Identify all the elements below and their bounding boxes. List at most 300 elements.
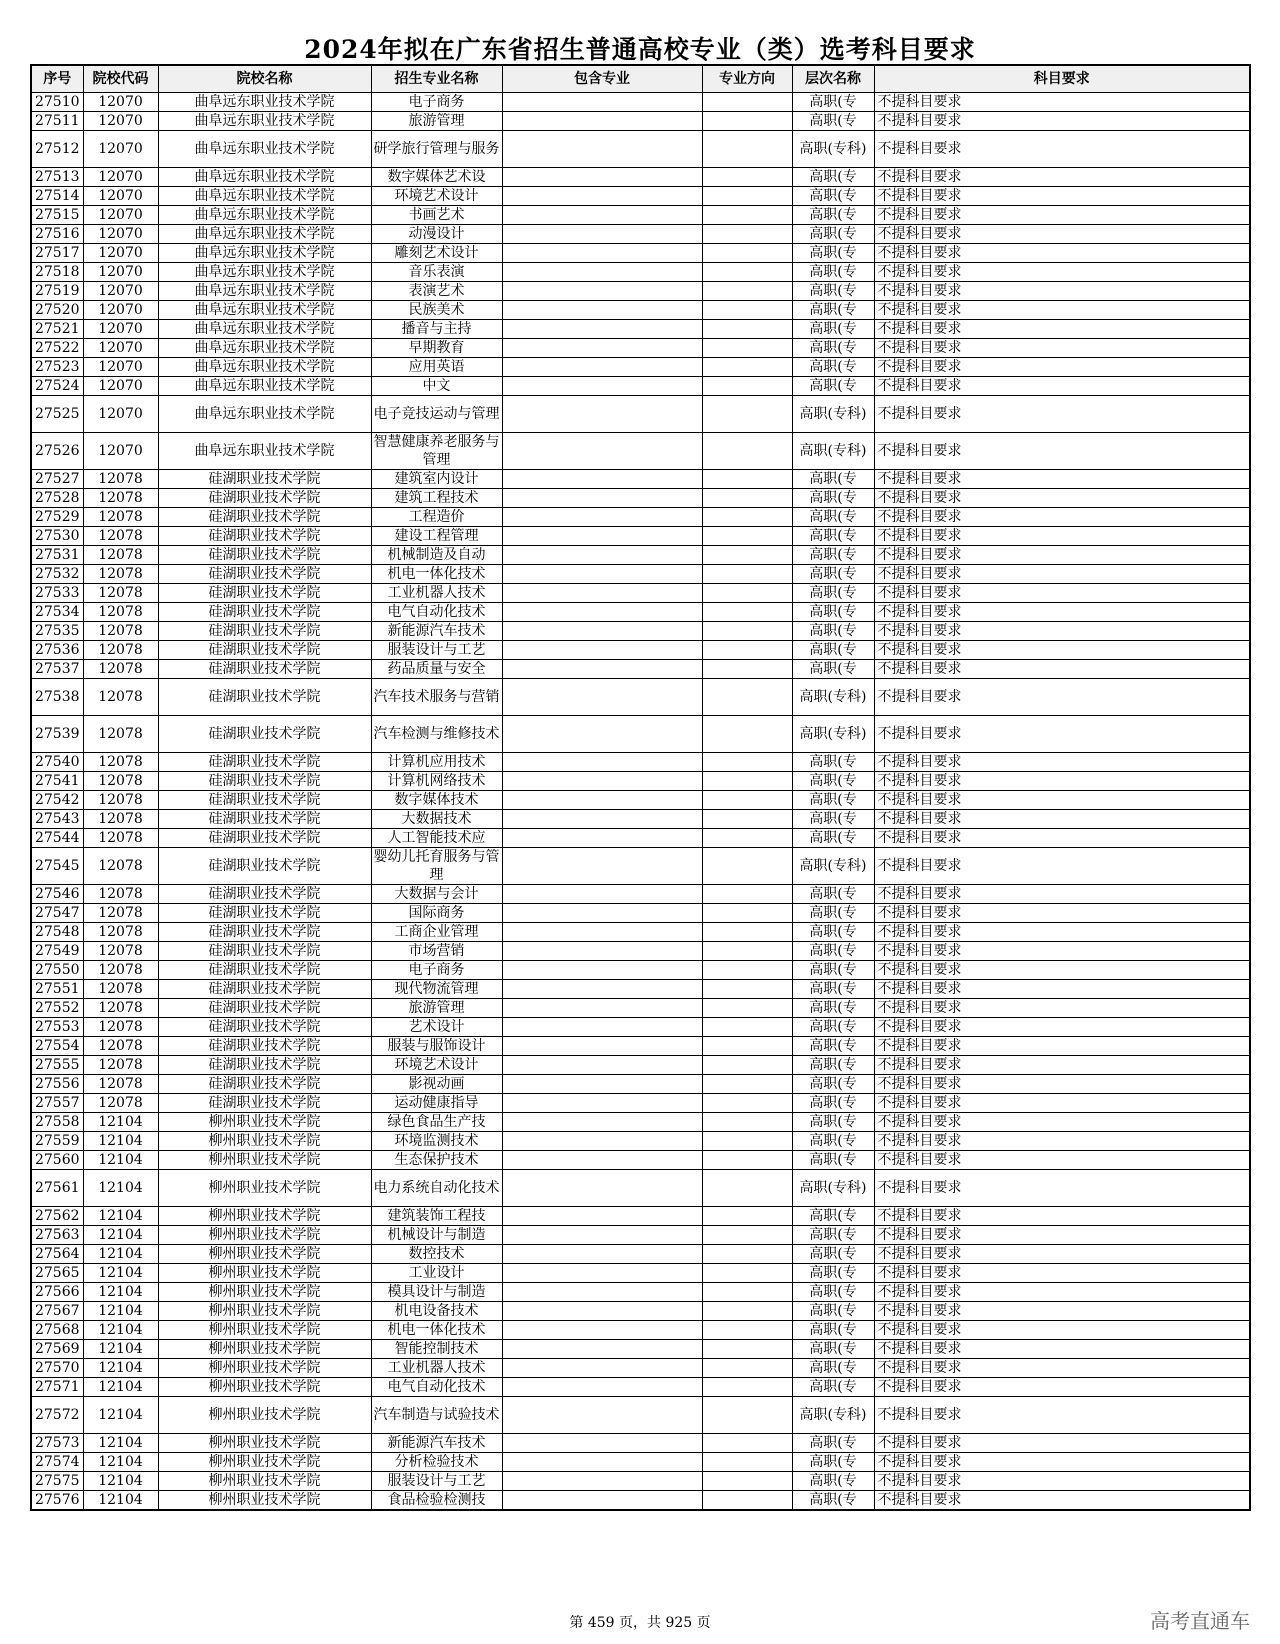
cell-major-direction: [702, 829, 792, 848]
cell-major-name: 服装设计与工艺: [371, 1472, 502, 1491]
cell-school-code: 12078: [83, 1075, 158, 1094]
cell-included-majors: [502, 772, 702, 791]
cell-seq: 27523: [31, 358, 83, 377]
cell-included-majors: [502, 1245, 702, 1264]
cell-subject-requirement: 不提科目要求: [874, 885, 1250, 904]
cell-included-majors: [502, 93, 702, 112]
header-included-majors: 包含专业: [502, 65, 702, 93]
cell-major-direction: [702, 961, 792, 980]
cell-included-majors: [502, 470, 702, 489]
cell-school-code: 12070: [83, 320, 158, 339]
cell-included-majors: [502, 112, 702, 131]
cell-school-code: 12078: [83, 1037, 158, 1056]
cell-major-direction: [702, 112, 792, 131]
table-row: [31, 1226, 1250, 1245]
cell-major-direction: [702, 1170, 792, 1207]
cell-major-direction: [702, 565, 792, 584]
table-row: [31, 1302, 1250, 1321]
cell-included-majors: [502, 358, 702, 377]
cell-major-name: 民族美术: [371, 301, 502, 320]
cell-level: 高职(专: [792, 187, 874, 206]
cell-included-majors: [502, 603, 702, 622]
cell-seq: 27536: [31, 641, 83, 660]
cell-school-name: 曲阜远东职业技术学院: [158, 263, 371, 282]
cell-major-name: 生态保护技术: [371, 1151, 502, 1170]
table-row: [31, 999, 1250, 1018]
cell-major-name: 播音与主持: [371, 320, 502, 339]
cell-level: 高职(专: [792, 942, 874, 961]
cell-included-majors: [502, 187, 702, 206]
cell-subject-requirement: 不提科目要求: [874, 1151, 1250, 1170]
cell-school-code: 12078: [83, 810, 158, 829]
cell-major-name: 食品检验检测技: [371, 1491, 502, 1511]
cell-school-code: 12104: [83, 1113, 158, 1132]
cell-seq: 27533: [31, 584, 83, 603]
table-row: [31, 320, 1250, 339]
table-row: [31, 1113, 1250, 1132]
cell-level: 高职(专: [792, 904, 874, 923]
cell-included-majors: [502, 225, 702, 244]
cell-seq: 27564: [31, 1245, 83, 1264]
cell-subject-requirement: 不提科目要求: [874, 320, 1250, 339]
cell-major-name: 新能源汽车技术: [371, 1434, 502, 1453]
cell-major-direction: [702, 1094, 792, 1113]
cell-subject-requirement: 不提科目要求: [874, 93, 1250, 112]
cell-major-direction: [702, 1245, 792, 1264]
cell-school-code: 12078: [83, 961, 158, 980]
cell-included-majors: [502, 1170, 702, 1207]
cell-major-name: 机电设备技术: [371, 1302, 502, 1321]
cell-major-direction: [702, 942, 792, 961]
table-row: [31, 1018, 1250, 1037]
cell-seq: 27517: [31, 244, 83, 263]
cell-school-code: 12070: [83, 225, 158, 244]
cell-included-majors: [502, 1075, 702, 1094]
cell-school-name: 曲阜远东职业技术学院: [158, 358, 371, 377]
header-level: 层次名称: [792, 65, 874, 93]
cell-subject-requirement: 不提科目要求: [874, 187, 1250, 206]
cell-school-name: 硅湖职业技术学院: [158, 980, 371, 999]
cell-level: 高职(专: [792, 1037, 874, 1056]
cell-seq: 27518: [31, 263, 83, 282]
cell-school-code: 12078: [83, 508, 158, 527]
table-row: [31, 772, 1250, 791]
table-row: [31, 1075, 1250, 1094]
cell-level: 高职(专科): [792, 679, 874, 716]
cell-seq: 27526: [31, 433, 83, 470]
cell-major-name: 智慧健康养老服务与管理: [371, 433, 502, 470]
cell-level: 高职(专: [792, 1283, 874, 1302]
cell-seq: 27540: [31, 753, 83, 772]
cell-subject-requirement: 不提科目要求: [874, 1453, 1250, 1472]
cell-level: 高职(专: [792, 1151, 874, 1170]
cell-major-direction: [702, 396, 792, 433]
cell-subject-requirement: 不提科目要求: [874, 679, 1250, 716]
cell-school-name: 曲阜远东职业技术学院: [158, 339, 371, 358]
cell-major-name: 工业机器人技术: [371, 1359, 502, 1378]
cell-seq: 27559: [31, 1132, 83, 1151]
cell-subject-requirement: 不提科目要求: [874, 377, 1250, 396]
cell-included-majors: [502, 433, 702, 470]
table-row: [31, 508, 1250, 527]
cell-included-majors: [502, 829, 702, 848]
cell-level: 高职(专: [792, 810, 874, 829]
cell-school-name: 硅湖职业技术学院: [158, 622, 371, 641]
cell-major-name: 绿色食品生产技: [371, 1113, 502, 1132]
cell-included-majors: [502, 377, 702, 396]
cell-school-code: 12104: [83, 1283, 158, 1302]
cell-included-majors: [502, 885, 702, 904]
cell-included-majors: [502, 999, 702, 1018]
cell-subject-requirement: 不提科目要求: [874, 1056, 1250, 1075]
table-row: [31, 1132, 1250, 1151]
cell-subject-requirement: 不提科目要求: [874, 1340, 1250, 1359]
cell-major-name: 建筑室内设计: [371, 470, 502, 489]
cell-school-name: 硅湖职业技术学院: [158, 584, 371, 603]
cell-level: 高职(专科): [792, 396, 874, 433]
cell-included-majors: [502, 1340, 702, 1359]
cell-seq: 27543: [31, 810, 83, 829]
cell-subject-requirement: 不提科目要求: [874, 1359, 1250, 1378]
cell-school-name: 硅湖职业技术学院: [158, 660, 371, 679]
cell-seq: 27567: [31, 1302, 83, 1321]
table-row: [31, 187, 1250, 206]
cell-major-direction: [702, 810, 792, 829]
cell-included-majors: [502, 263, 702, 282]
cell-major-direction: [702, 1113, 792, 1132]
cell-school-code: 12078: [83, 641, 158, 660]
cell-school-code: 12078: [83, 1056, 158, 1075]
cell-level: 高职(专: [792, 622, 874, 641]
cell-major-direction: [702, 131, 792, 168]
cell-school-name: 曲阜远东职业技术学院: [158, 244, 371, 263]
cell-seq: 27513: [31, 168, 83, 187]
cell-level: 高职(专: [792, 546, 874, 565]
cell-major-direction: [702, 1472, 792, 1491]
cell-school-code: 12104: [83, 1359, 158, 1378]
cell-school-name: 曲阜远东职业技术学院: [158, 225, 371, 244]
cell-subject-requirement: 不提科目要求: [874, 772, 1250, 791]
table-row: [31, 358, 1250, 377]
cell-level: 高职(专: [792, 263, 874, 282]
table-row: [31, 282, 1250, 301]
cell-subject-requirement: 不提科目要求: [874, 791, 1250, 810]
cell-major-name: 国际商务: [371, 904, 502, 923]
cell-major-name: 工商企业管理: [371, 923, 502, 942]
cell-level: 高职(专: [792, 377, 874, 396]
cell-major-name: 环境艺术设计: [371, 1056, 502, 1075]
cell-subject-requirement: 不提科目要求: [874, 961, 1250, 980]
cell-included-majors: [502, 923, 702, 942]
cell-major-name: 模具设计与制造: [371, 1283, 502, 1302]
cell-subject-requirement: 不提科目要求: [874, 263, 1250, 282]
table-row: [31, 263, 1250, 282]
header-subject-requirement: 科目要求: [874, 65, 1250, 93]
cell-school-name: 硅湖职业技术学院: [158, 527, 371, 546]
cell-major-name: 应用英语: [371, 358, 502, 377]
cell-school-name: 柳州职业技术学院: [158, 1378, 371, 1397]
cell-school-code: 12104: [83, 1170, 158, 1207]
cell-seq: 27569: [31, 1340, 83, 1359]
table-row: [31, 848, 1250, 885]
cell-subject-requirement: 不提科目要求: [874, 1491, 1250, 1511]
cell-school-code: 12078: [83, 603, 158, 622]
cell-major-name: 机电一体化技术: [371, 565, 502, 584]
cell-subject-requirement: 不提科目要求: [874, 1378, 1250, 1397]
cell-included-majors: [502, 1283, 702, 1302]
cell-major-direction: [702, 470, 792, 489]
cell-major-name: 市场营销: [371, 942, 502, 961]
cell-subject-requirement: 不提科目要求: [874, 396, 1250, 433]
cell-subject-requirement: 不提科目要求: [874, 1264, 1250, 1283]
cell-included-majors: [502, 584, 702, 603]
cell-level: 高职(专: [792, 301, 874, 320]
cell-subject-requirement: 不提科目要求: [874, 1245, 1250, 1264]
cell-school-code: 12078: [83, 716, 158, 753]
cell-subject-requirement: 不提科目要求: [874, 1283, 1250, 1302]
cell-seq: 27546: [31, 885, 83, 904]
cell-school-code: 12078: [83, 848, 158, 885]
table-row: [31, 1453, 1250, 1472]
cell-major-direction: [702, 358, 792, 377]
cell-seq: 27572: [31, 1397, 83, 1434]
cell-included-majors: [502, 1132, 702, 1151]
cell-seq: 27537: [31, 660, 83, 679]
cell-major-direction: [702, 1037, 792, 1056]
cell-major-direction: [702, 904, 792, 923]
cell-level: 高职(专科): [792, 433, 874, 470]
table-row: [31, 93, 1250, 112]
table-row: [31, 565, 1250, 584]
table-row: [31, 1340, 1250, 1359]
cell-seq: 27531: [31, 546, 83, 565]
cell-level: 高职(专: [792, 527, 874, 546]
cell-level: 高职(专: [792, 1453, 874, 1472]
cell-included-majors: [502, 301, 702, 320]
cell-school-name: 柳州职业技术学院: [158, 1170, 371, 1207]
cell-seq: 27568: [31, 1321, 83, 1340]
cell-seq: 27542: [31, 791, 83, 810]
cell-school-name: 曲阜远东职业技术学院: [158, 433, 371, 470]
cell-major-name: 汽车检测与维修技术: [371, 716, 502, 753]
cell-major-name: 工程造价: [371, 508, 502, 527]
cell-school-code: 12070: [83, 377, 158, 396]
cell-school-name: 硅湖职业技术学院: [158, 942, 371, 961]
cell-included-majors: [502, 622, 702, 641]
cell-seq: 27554: [31, 1037, 83, 1056]
cell-subject-requirement: 不提科目要求: [874, 904, 1250, 923]
cell-major-name: 旅游管理: [371, 112, 502, 131]
cell-level: 高职(专: [792, 1359, 874, 1378]
cell-subject-requirement: 不提科目要求: [874, 244, 1250, 263]
cell-subject-requirement: 不提科目要求: [874, 716, 1250, 753]
table-row: [31, 396, 1250, 433]
cell-level: 高职(专: [792, 206, 874, 225]
cell-included-majors: [502, 508, 702, 527]
page-footer: 第 459 页，共 925 页: [569, 1615, 711, 1631]
cell-major-name: 工业设计: [371, 1264, 502, 1283]
cell-major-direction: [702, 244, 792, 263]
table-row: [31, 1397, 1250, 1434]
cell-seq: 27515: [31, 206, 83, 225]
cell-subject-requirement: 不提科目要求: [874, 810, 1250, 829]
cell-major-direction: [702, 433, 792, 470]
cell-major-direction: [702, 1151, 792, 1170]
cell-school-name: 硅湖职业技术学院: [158, 546, 371, 565]
cell-major-name: 机械制造及自动: [371, 546, 502, 565]
cell-level: 高职(专: [792, 791, 874, 810]
cell-subject-requirement: 不提科目要求: [874, 225, 1250, 244]
table-row: [31, 679, 1250, 716]
header-seq: 序号: [31, 65, 83, 93]
cell-major-direction: [702, 1018, 792, 1037]
cell-level: 高职(专: [792, 1491, 874, 1511]
cell-level: 高职(专: [792, 1075, 874, 1094]
cell-school-code: 12104: [83, 1207, 158, 1226]
cell-school-name: 柳州职业技术学院: [158, 1226, 371, 1245]
cell-included-majors: [502, 1056, 702, 1075]
cell-major-direction: [702, 1132, 792, 1151]
cell-major-direction: [702, 377, 792, 396]
cell-included-majors: [502, 753, 702, 772]
cell-level: 高职(专: [792, 772, 874, 791]
cell-subject-requirement: 不提科目要求: [874, 168, 1250, 187]
cell-subject-requirement: 不提科目要求: [874, 1472, 1250, 1491]
cell-major-name: 数字媒体艺术设: [371, 168, 502, 187]
cell-school-name: 硅湖职业技术学院: [158, 565, 371, 584]
cell-subject-requirement: 不提科目要求: [874, 282, 1250, 301]
cell-school-code: 12078: [83, 753, 158, 772]
cell-school-code: 12078: [83, 470, 158, 489]
cell-included-majors: [502, 1018, 702, 1037]
cell-major-name: 雕刻艺术设计: [371, 244, 502, 263]
cell-seq: 27558: [31, 1113, 83, 1132]
cell-major-direction: [702, 301, 792, 320]
cell-included-majors: [502, 546, 702, 565]
cell-major-direction: [702, 1056, 792, 1075]
cell-level: 高职(专: [792, 961, 874, 980]
cell-major-name: 药品质量与安全: [371, 660, 502, 679]
cell-major-name: 机电一体化技术: [371, 1321, 502, 1340]
table-row: [31, 716, 1250, 753]
cell-school-code: 12078: [83, 489, 158, 508]
table-row: [31, 885, 1250, 904]
cell-school-name: 硅湖职业技术学院: [158, 1018, 371, 1037]
watermark-logo: 高考直通车: [1150, 1609, 1250, 1633]
header-major-name: 招生专业名称: [371, 65, 502, 93]
cell-included-majors: [502, 1378, 702, 1397]
cell-major-name: 建筑装饰工程技: [371, 1207, 502, 1226]
cell-included-majors: [502, 1151, 702, 1170]
cell-major-name: 大数据技术: [371, 810, 502, 829]
cell-major-direction: [702, 187, 792, 206]
cell-school-code: 12104: [83, 1245, 158, 1264]
requirements-table: [30, 64, 1251, 1511]
cell-level: 高职(专: [792, 1378, 874, 1397]
cell-major-name: 表演艺术: [371, 282, 502, 301]
cell-school-name: 硅湖职业技术学院: [158, 1056, 371, 1075]
cell-level: 高职(专: [792, 1434, 874, 1453]
cell-included-majors: [502, 1113, 702, 1132]
cell-major-direction: [702, 716, 792, 753]
cell-school-name: 曲阜远东职业技术学院: [158, 112, 371, 131]
cell-subject-requirement: 不提科目要求: [874, 980, 1250, 999]
cell-included-majors: [502, 980, 702, 999]
cell-school-name: 柳州职业技术学院: [158, 1359, 371, 1378]
cell-school-name: 柳州职业技术学院: [158, 1283, 371, 1302]
cell-major-direction: [702, 584, 792, 603]
cell-subject-requirement: 不提科目要求: [874, 1170, 1250, 1207]
cell-seq: 27566: [31, 1283, 83, 1302]
cell-major-name: 电子竞技运动与管理: [371, 396, 502, 433]
cell-level: 高职(专: [792, 584, 874, 603]
cell-major-direction: [702, 339, 792, 358]
cell-seq: 27548: [31, 923, 83, 942]
cell-seq: 27525: [31, 396, 83, 433]
cell-major-name: 电气自动化技术: [371, 603, 502, 622]
cell-school-code: 12104: [83, 1302, 158, 1321]
cell-major-name: 计算机应用技术: [371, 753, 502, 772]
table-row: [31, 923, 1250, 942]
cell-major-name: 影视动画: [371, 1075, 502, 1094]
cell-major-direction: [702, 1075, 792, 1094]
cell-school-code: 12078: [83, 980, 158, 999]
cell-major-direction: [702, 1302, 792, 1321]
cell-included-majors: [502, 1397, 702, 1434]
cell-seq: 27535: [31, 622, 83, 641]
table-row: [31, 1037, 1250, 1056]
cell-included-majors: [502, 716, 702, 753]
cell-major-name: 早期教育: [371, 339, 502, 358]
cell-seq: 27573: [31, 1434, 83, 1453]
cell-school-name: 柳州职业技术学院: [158, 1245, 371, 1264]
cell-school-code: 12104: [83, 1132, 158, 1151]
cell-school-code: 12078: [83, 679, 158, 716]
table-row: [31, 470, 1250, 489]
cell-seq: 27553: [31, 1018, 83, 1037]
table-row: [31, 829, 1250, 848]
cell-level: 高职(专: [792, 508, 874, 527]
cell-subject-requirement: 不提科目要求: [874, 584, 1250, 603]
cell-major-direction: [702, 1207, 792, 1226]
cell-major-name: 环境艺术设计: [371, 187, 502, 206]
table-row: [31, 1245, 1250, 1264]
cell-major-name: 现代物流管理: [371, 980, 502, 999]
cell-level: 高职(专: [792, 1226, 874, 1245]
cell-major-direction: [702, 791, 792, 810]
cell-major-name: 动漫设计: [371, 225, 502, 244]
cell-school-name: 硅湖职业技术学院: [158, 791, 371, 810]
cell-seq: 27534: [31, 603, 83, 622]
cell-seq: 27520: [31, 301, 83, 320]
cell-level: 高职(专: [792, 1264, 874, 1283]
cell-included-majors: [502, 641, 702, 660]
cell-school-code: 12070: [83, 206, 158, 225]
cell-school-code: 12078: [83, 942, 158, 961]
cell-major-name: 建设工程管理: [371, 527, 502, 546]
table-row: [31, 112, 1250, 131]
cell-level: 高职(专: [792, 1321, 874, 1340]
cell-school-name: 硅湖职业技术学院: [158, 848, 371, 885]
cell-major-name: 中文: [371, 377, 502, 396]
cell-school-name: 柳州职业技术学院: [158, 1397, 371, 1434]
cell-level: 高职(专: [792, 1302, 874, 1321]
cell-included-majors: [502, 206, 702, 225]
cell-major-name: 电子商务: [371, 961, 502, 980]
table-row: [31, 339, 1250, 358]
cell-school-name: 硅湖职业技术学院: [158, 679, 371, 716]
cell-seq: 27571: [31, 1378, 83, 1397]
